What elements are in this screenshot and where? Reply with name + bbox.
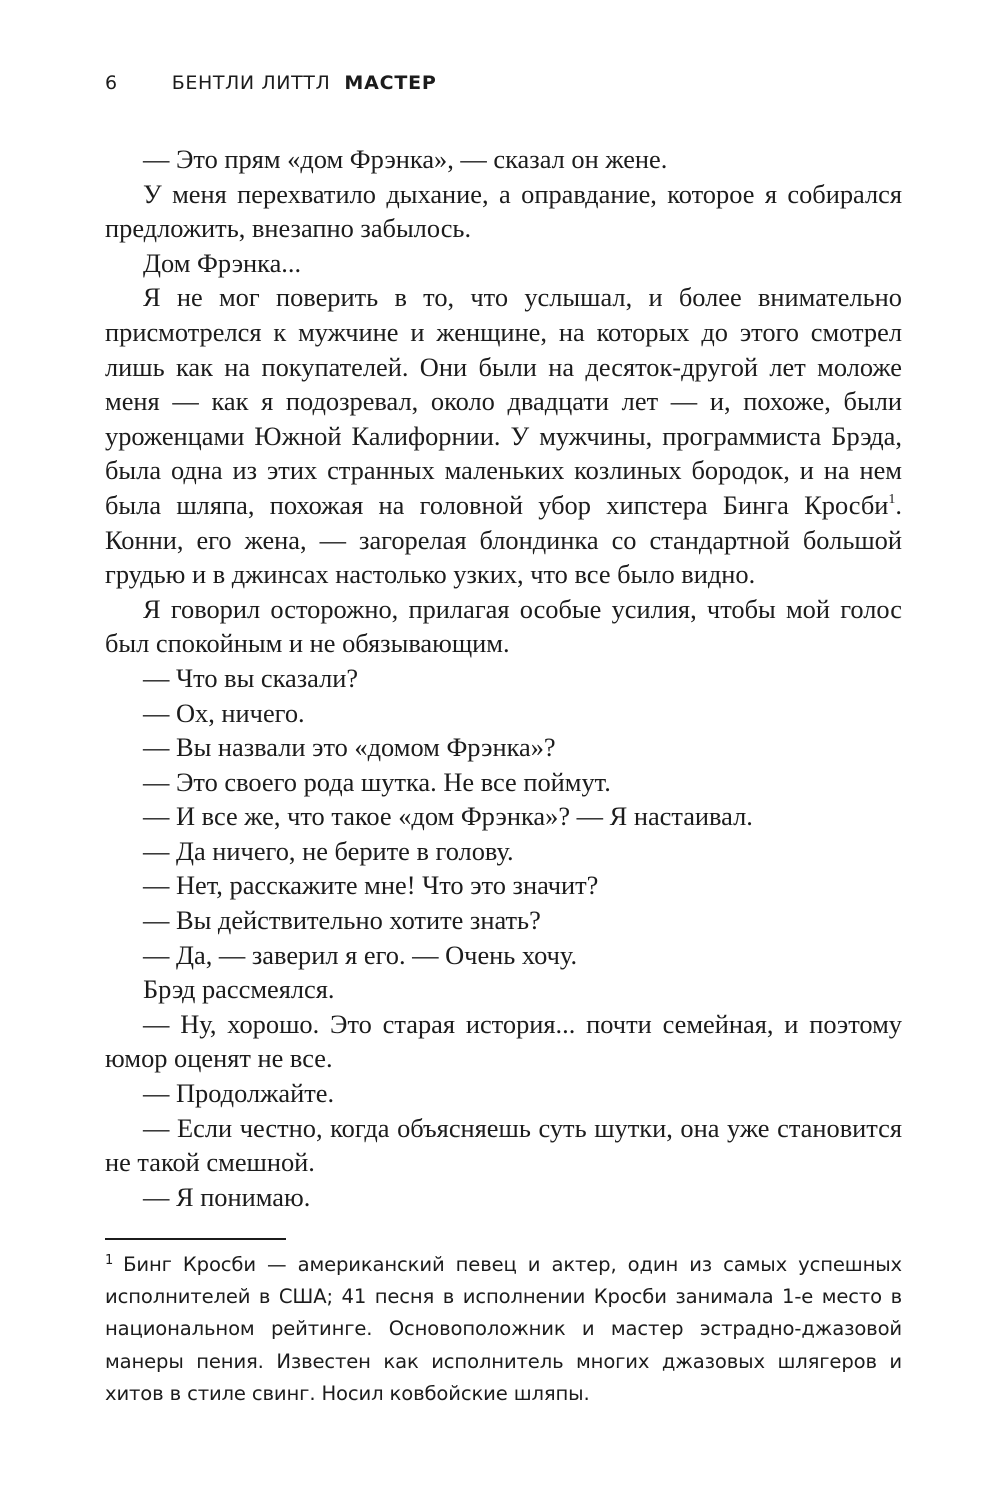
paragraph: Брэд рассмеялся. xyxy=(143,974,335,1005)
paragraph: Дом Фрэнка... xyxy=(143,247,302,278)
page-number: 6 xyxy=(105,72,118,94)
paragraph: — Ох, ничего. xyxy=(143,697,305,728)
footnote-number: 1 xyxy=(105,1253,114,1268)
paragraph: Я говорил осторожно, прилагая особые усилия, чтобы мой голос был спокойным и не обязывающим. xyxy=(105,593,902,659)
paragraph: — Да ничего, не берите в голову. xyxy=(143,835,514,866)
paragraph: — Это своего рода шутка. Не все поймут. xyxy=(143,766,611,797)
paragraph: — Я понимаю. xyxy=(143,1181,311,1212)
paragraph-text-continued: . Конни, его жена, — загорелая блондинка со стандартной большой грудью и в джинсах настолько узких, что все было видно. xyxy=(105,489,902,590)
paragraph: — Нет, расскажите мне! Что это значит? xyxy=(143,870,599,901)
footnote xyxy=(105,1249,902,1410)
paragraph: — Вы действительно хотите знать? xyxy=(143,905,541,936)
paragraph: — Вы назвали это «домом Фрэнка»? xyxy=(143,732,556,763)
author-name: БЕНТЛИ ЛИТТЛ xyxy=(171,72,331,94)
footnote-divider xyxy=(105,1238,286,1240)
paragraph: — И все же, что такое «дом Фрэнка»? — Я настаивал. xyxy=(143,801,753,832)
paragraph: У меня перехватило дыхание, а оправдание, которое я собирался предложить, внезапно забылось. xyxy=(105,178,902,244)
paragraph: — Продолжайте. xyxy=(143,1078,335,1109)
paragraph-text: Я не мог поверить в то, что услышал, и более внимательно присмотрелся к мужчине и женщине, на которых до этого смотрел лишь как на покупателей. Они были на десяток-другой лет моложе меня — как я подозревал, около двадцати лет — и, похоже, были уроженцами Южной Калифорнии. У мужчины, программиста Брэда, была одна из этих странных маленьких козлиных бородок, и на нем была шляпа, похожая на головной убор хипстера Бинга Кросби xyxy=(105,282,902,520)
paragraph: — Это прям «дом Фрэнка», — сказал он жене. xyxy=(143,144,668,174)
body-text xyxy=(105,142,902,1214)
paragraph: — Да, — заверил я его. — Очень хочу. xyxy=(143,939,578,970)
footnote-text: Бинг Кросби — американский певец и актер, один из самых успешных исполнителей в США; 41 песня в исполнении Кросби занимала 1-е место в национальном рейтинге. Основоположник и мастер эстрадно-джазовой манеры пения. Известен как исполнитель многих джазовых шлягеров и хитов в стиле свинг. Носил ковбойские шляпы. xyxy=(105,1253,902,1405)
footnote-reference: 1 xyxy=(888,491,896,507)
paragraph: — Если честно, когда объясняешь суть шутки, она уже становится не такой смешной. xyxy=(105,1112,902,1178)
paragraph-with-footnote xyxy=(105,280,902,591)
paragraph: — Что вы сказали? xyxy=(143,662,359,693)
running-header xyxy=(105,72,437,94)
paragraph: — Ну, хорошо. Это старая история... почти семейная, и поэтому юмор оценят не все. xyxy=(105,1008,902,1074)
book-title: МАСТЕР xyxy=(344,72,437,94)
